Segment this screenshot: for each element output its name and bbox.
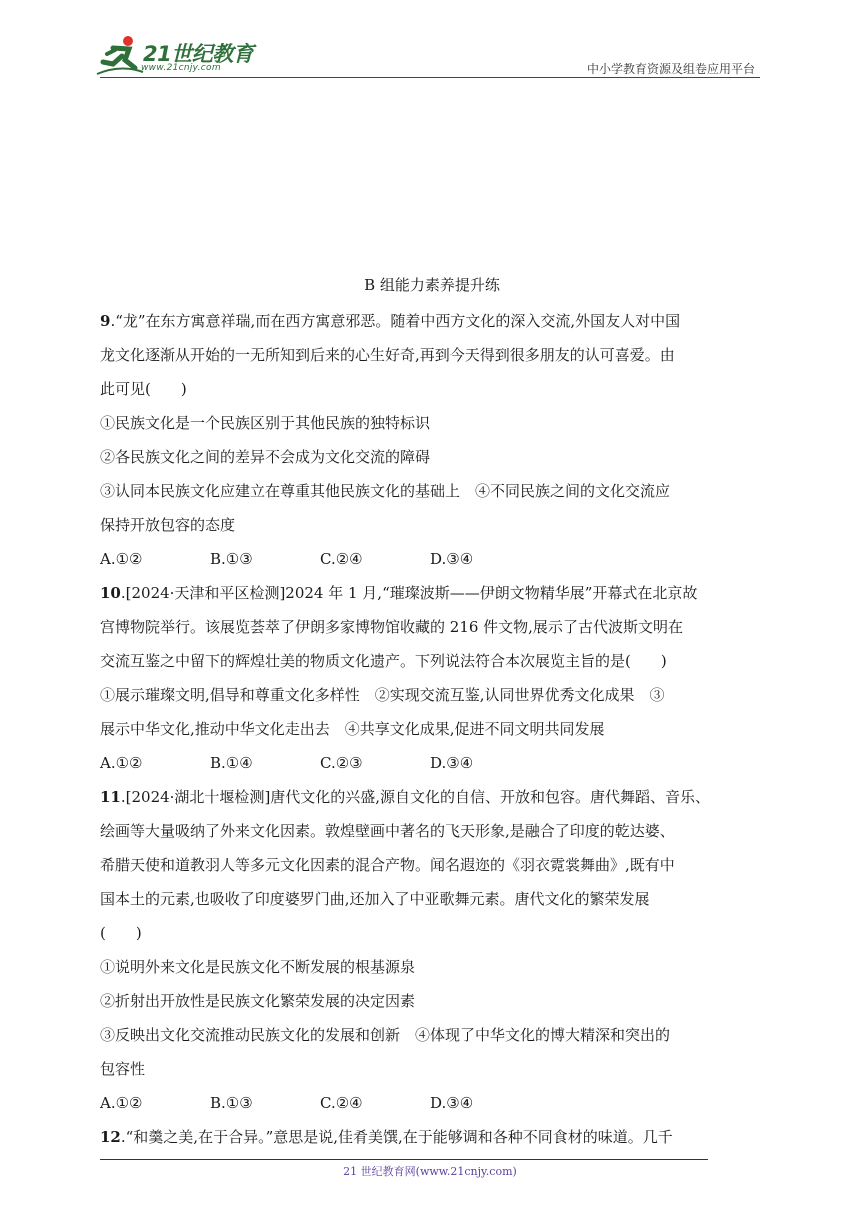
question-10 xyxy=(100,576,764,780)
answer-choices xyxy=(100,542,764,576)
question-number: 12 xyxy=(100,1128,121,1146)
choice-a[interactable]: A.①② xyxy=(100,754,143,772)
header-divider xyxy=(100,77,760,78)
statement-line: ②折射出开放性是民族文化繁荣发展的决定因素 xyxy=(100,992,416,1010)
stem-line: 宫博物院举行。该展览荟萃了伊朗多家博物馆收藏的 216 件文物,展示了古代波斯文明在 xyxy=(100,618,683,636)
choice-c[interactable]: C.②④ xyxy=(320,1094,363,1112)
statement-line: 包容性 xyxy=(100,1060,146,1078)
choice-d[interactable]: D.③④ xyxy=(430,754,474,772)
question-12 xyxy=(100,1120,764,1154)
site-logo xyxy=(95,34,260,78)
page-footer[interactable]: 21 世纪教育网(www.21cnjy.com) xyxy=(343,1165,517,1178)
stem-line: 交流互鉴之中留下的辉煌壮美的物质文化遗产。下列说法符合本次展览主旨的是( ) xyxy=(100,652,667,670)
question-stem: 9.“龙”在东方寓意祥瑞,而在西方寓意邪恶。随着中西方文化的深入交流,外国友人对中国 xyxy=(100,312,681,330)
question-11 xyxy=(100,780,764,1120)
stem-line: 绘画等大量吸纳了外来文化因素。敦煌壁画中著名的飞天形象,是融合了印度的乾达婆、 xyxy=(100,822,675,840)
question-stem xyxy=(100,1120,764,1154)
choice-c[interactable]: C.②③ xyxy=(320,754,363,772)
statement-line: 保持开放包容的态度 xyxy=(100,516,236,534)
question-number: 10 xyxy=(100,584,121,602)
question-stem xyxy=(100,780,764,814)
choice-b[interactable]: B.①③ xyxy=(210,550,253,568)
page-header xyxy=(0,0,860,80)
header-platform-name: 中小学教育资源及组卷应用平台 xyxy=(586,62,755,76)
stem-line: 国本土的元素,也吸收了印度婆罗门曲,还加入了中亚歌舞元素。唐代文化的繁荣发展 xyxy=(100,890,650,908)
logo-url: www.21cnjy.com xyxy=(141,63,221,73)
statement-line: ①民族文化是一个民族区别于其他民族的独特标识 xyxy=(100,414,431,432)
statement-line: ②各民族文化之间的差异不会成为文化交流的障碍 xyxy=(100,448,431,466)
answer-choices xyxy=(100,1086,764,1120)
question-number: 11 xyxy=(100,788,121,806)
choice-d[interactable]: D.③④ xyxy=(430,1094,474,1112)
choice-c[interactable]: C.②④ xyxy=(320,550,363,568)
question-number: 9 xyxy=(100,312,111,330)
statement-line: ①说明外来文化是民族文化不断发展的根基源泉 xyxy=(100,958,416,976)
stem-line: .“和羹之美,在于合异。”意思是说,佳肴美馔,在于能够调和各种不同食材的味道。几千 xyxy=(120,1128,673,1146)
stem-line: ( ) xyxy=(100,924,142,942)
statement-line: ①展示璀璨文明,倡导和尊重文化多样性 ②实现交流互鉴,认同世界优秀文化成果 ③ xyxy=(100,686,665,704)
choice-a[interactable]: A.①② xyxy=(100,1094,143,1112)
choice-d[interactable]: D.③④ xyxy=(430,550,474,568)
runner-icon xyxy=(95,34,145,76)
stem-line: 希腊天使和道教羽人等多元文化因素的混合产物。闻名遐迩的《羽衣霓裳舞曲》,既有中 xyxy=(100,856,675,874)
stem-line: 此可见( ) xyxy=(100,380,187,398)
logo-text: 21世纪教育 xyxy=(143,42,254,66)
stem-line: .[2024·天津和平区检测]2024 年 1 月,“璀璨波斯——伊朗文物精华展”开幕式在北京故 xyxy=(120,584,698,602)
statement-line: ③反映出文化交流推动民族文化的发展和创新 ④体现了中华文化的博大精深和突出的 xyxy=(100,1026,671,1044)
question-stem xyxy=(100,576,764,610)
choice-b[interactable]: B.①④ xyxy=(210,754,253,772)
choice-a[interactable]: A.①② xyxy=(100,550,143,568)
question-9 xyxy=(100,304,764,576)
stem-line: .[2024·湖北十堰检测]唐代文化的兴盛,源自文化的自信、开放和包容。唐代舞蹈、音乐、 xyxy=(120,788,711,806)
choice-b[interactable]: B.①③ xyxy=(210,1094,253,1112)
stem-line: “龙”在东方寓意祥瑞,而在西方寓意邪恶。随着中西方文化的深入交流,外国友人对中国 xyxy=(115,312,681,330)
answer-choices xyxy=(100,746,764,780)
section-title: B 组能力素养提升练 xyxy=(364,276,500,294)
statement-line: ③认同本民族文化应建立在尊重其他民族文化的基础上 ④不同民族之间的文化交流应 xyxy=(100,482,671,500)
statement-line: 展示中华文化,推动中华文化走出去 ④共享文化成果,促进不同文明共同发展 xyxy=(100,720,605,738)
footer-divider xyxy=(100,1159,708,1160)
stem-line: 龙文化逐渐从开始的一无所知到后来的心生好奇,再到今天得到很多朋友的认可喜爱。由 xyxy=(100,346,675,364)
document-body xyxy=(100,268,764,1154)
